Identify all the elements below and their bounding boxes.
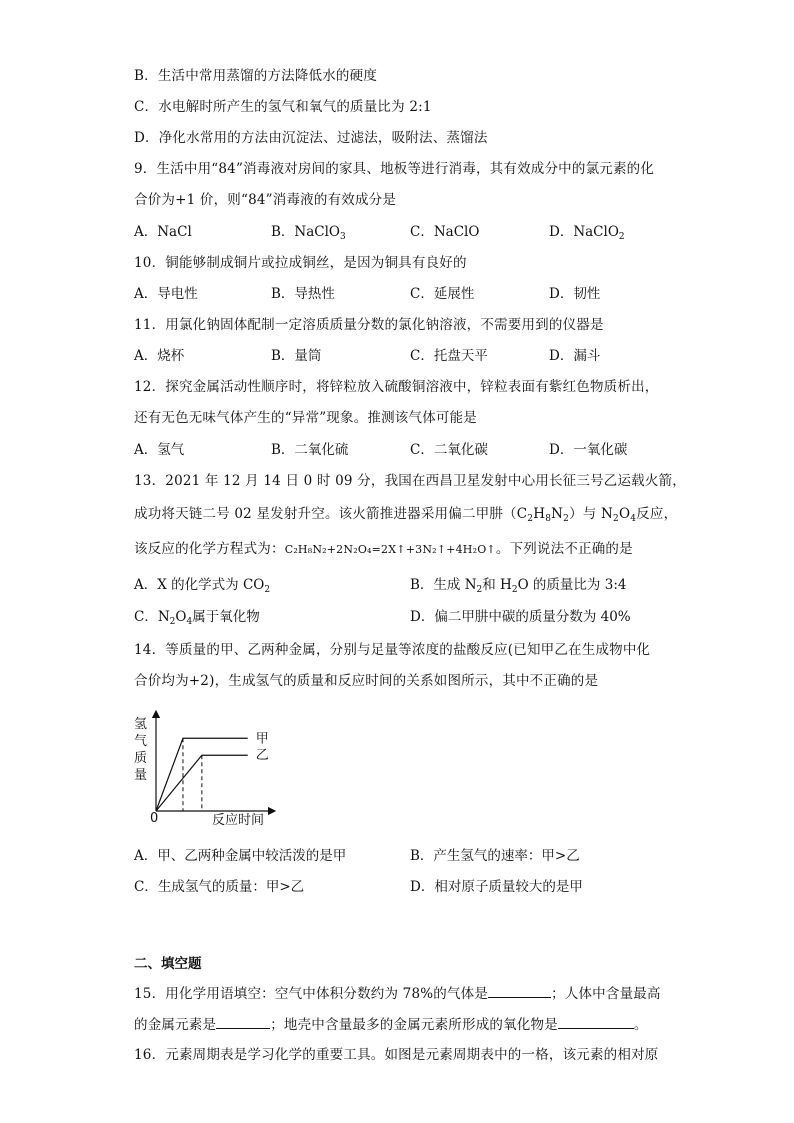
q13-option-d: D．偏二甲肼中碳的质量分数为 40% [410, 609, 631, 625]
q12-option-c: C．二氧化碳 [410, 442, 488, 458]
answer-blank-2[interactable] [216, 1014, 270, 1029]
origin-label: 0 [150, 811, 159, 826]
q14-stem-line2: 合价均为+2)，生成氢气的质量和反应时间的关系如图所示，其中不正确的是 [134, 673, 599, 689]
q15-line1: 15．用化学用语填空：空气中体积分数约为 78%的气体是 ；人体中含量最高 [134, 983, 661, 1004]
q13-stem-line2: 成功将天链二号 02 星发射升空。该火箭推进器采用偏二甲肼$(C_2H_8N_2)$与 $N_2O_4$反应， [134, 506, 678, 524]
q12-stem-line1: 12．探究金属活动性顺序时，将锌粒放入硫酸铜溶液中，锌粒表面有紫红色物质析出， [134, 379, 659, 395]
q10-option-a: A．导电性 [134, 286, 198, 302]
q14-stem-line1: 14．等质量的甲、乙两种金属，分别与足量等浓度的盐酸反应(已知甲乙在生成物中化 [134, 642, 651, 658]
q13-option-c: C．$N_2O_4$属于氧化物 [134, 609, 260, 627]
y-label-char: 气 [134, 734, 148, 749]
q13-option-b: B．生成 $N_2$和 $H_2O$ 的质量比为 3:4 [410, 577, 627, 595]
q14-option-b: B．产生氢气的速率：甲>乙 [410, 848, 580, 864]
y-label-char: 质 [134, 751, 148, 766]
q11-option-b: B．量筒 [271, 348, 322, 364]
y-axis-label [134, 717, 147, 783]
series-label-2: 乙 [255, 748, 269, 764]
q9-option-a: A．NaCl [134, 224, 192, 240]
q10-option-b: B．导热性 [271, 286, 335, 302]
q14-option-a: A．甲、乙两种金属中较活泼的是甲 [134, 848, 347, 864]
x-axis-label: 反应时间 [212, 813, 265, 828]
answer-blank-1[interactable] [488, 983, 551, 998]
q8-option-b: B．生活中常用蒸馏的方法降低水的硬度 [134, 68, 378, 84]
q13-option-a: A．X 的化学式为 $CO_2$ [134, 577, 271, 595]
q14-option-d: D．相对原子质量较大的是甲 [410, 879, 583, 895]
q9-option-d: D．NaClO$_2$ [549, 224, 625, 242]
q8-option-d: D．净化水常用的方法由沉淀法、过滤法，吸附法、蒸馏法 [134, 130, 488, 146]
q9-stem-line1: 9．生活中用“84”消毒液对房间的家具、地板等进行消毒，其有效成分中的氯元素的化 [134, 161, 655, 177]
q8-option-c: C．水电解时所产生的氢气和氧气的质量比为 2:1 [134, 99, 432, 115]
series-label-1: 甲 [255, 731, 269, 747]
q9-option-c: C．NaClO [410, 224, 480, 240]
q10-option-d: D．韧性 [549, 286, 601, 302]
q11-stem: 11．用氯化钠固体配制一定溶质质量分数的氯化钠溶液，不需要用到的仪器是 [134, 317, 604, 333]
q12-stem-line2: 还有无色无味气体产生的“异常”现象。推测该气体可能是 [134, 410, 478, 426]
q12-option-d: D．一氧化碳 [549, 442, 628, 458]
q12-option-a: A．氢气 [134, 442, 185, 458]
y-label-char: 氢 [134, 717, 148, 732]
q9-option-b: B．NaClO$_3$ [271, 224, 346, 242]
q12-option-b: B．二氧化硫 [271, 442, 349, 458]
q11-option-a: A．烧杯 [134, 348, 185, 364]
section-title: 二、填空题 [134, 956, 202, 972]
q10-option-c: C．延展性 [410, 286, 475, 302]
q9-stem-line2: 合价为+1 价，则“84”消毒液的有效成分是 [134, 192, 397, 208]
q13-stem-line3: 该反应的化学方程式为：C₂H₈N₂+2N₂O₄=2X↑+3N₂↑+4H₂O↑。下列说法不正确的是 [134, 541, 633, 557]
q10-stem: 10．铜能够制成铜片或拉成铜丝，是因为铜具有良好的 [134, 255, 467, 271]
q16-stem-line1: 16．元素周期表是学习化学的重要工具。如图是元素周期表中的一格，该元素的相对原 [134, 1047, 659, 1063]
q14-option-c: C．生成氢气的质量：甲>乙 [134, 879, 305, 895]
q11-option-c: C．托盘天平 [410, 348, 488, 364]
answer-blank-3[interactable] [558, 1014, 634, 1029]
y-label-char: 量 [134, 768, 148, 783]
q15-line2: 的金属元素是 ；地壳中含量最多的金属元素所形成的氧化物是 。 [134, 1014, 648, 1035]
q13-equation: C₂H₈N₂+2N₂O₄=2X↑+3N₂↑+4H₂O↑ [284, 543, 496, 556]
q13-stem-line1: 13．2021 年 12 月 14 日 0 时 09 分，我国在西昌卫星发射中心用长征三号乙运载火箭， [134, 473, 686, 489]
q11-option-d: D．漏斗 [549, 348, 601, 364]
